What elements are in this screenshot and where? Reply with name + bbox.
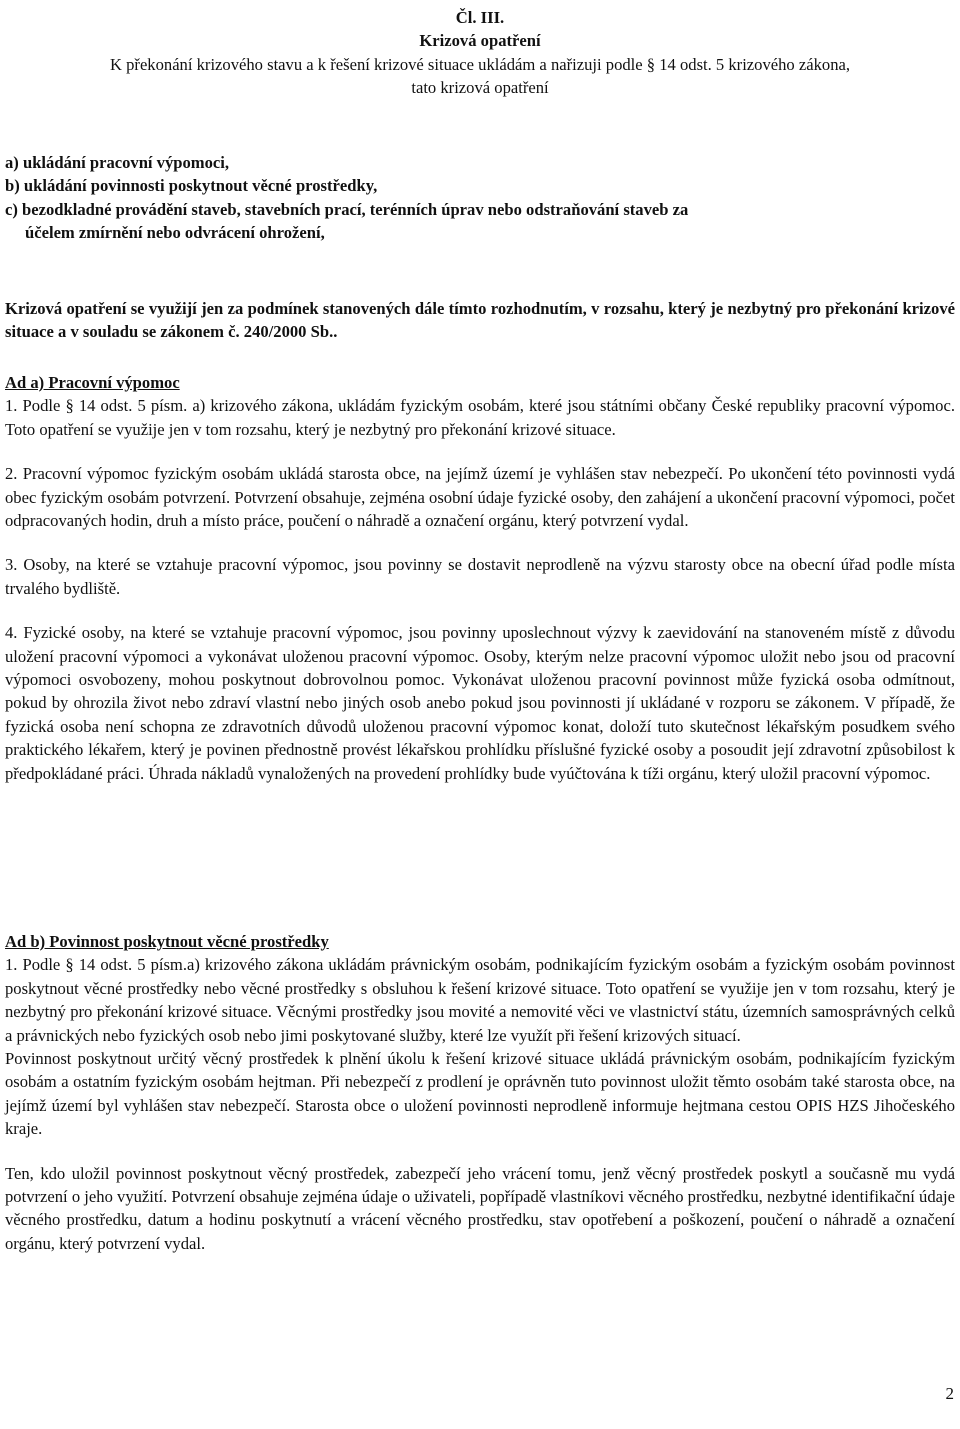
- section-a-paragraph-4: 4. Fyzické osoby, na které se vztahuje pracovní výpomoc, jsou povinny uposlechnout výzvy k zaevidování na stanoveném místě z důvodu uložení pracovní výpomoci a vykonávat uloženou pracovní výpomoc. Osoby, kterým nelze pracovní výpomoc uložit nebo jsou od pracovní výpomoci osvobozeny, mohou poskytnout dobrovolnou pomoc. Vykonávat uloženou pracovní povinnost může fyzická osoba odmítnout, pokud by ohrozila život nebo zdraví vlastní nebo jiných osob anebo pokud jsou povinnosti jí ukládané v rozporu se zákonem. V případě, že fyzická osoba není schopna ze zdravotních důvodů uloženou pracovní výpomoc konat, doloží tuto skutečnost lékařským posudkem svého praktického lékařem, který je povinen přednostně provést lékařskou prohlídku příslušné fyzické osoby a posoudit její zdravotní způsobilost k předpokládané práci. Úhrada nákladů vynaložených na provedení prohlídky bude vyúčtována k tíži orgánu, který uložil pracovní výpomoc.: [5, 623, 955, 783]
- section-b-paragraph-1: 1. Podle § 14 odst. 5 písm.a) krizového zákona ukládám právnickým osobám, podnikajícím fyzickým osobám a fyzickým osobám povinnost poskytnout věcné prostředky nebo věcné prostředky s obsluhou k řešení krizové situace. Toto opatření se využije jen v tom rozsahu, který je nezbytný pro překonání krizové situace. Věcnými prostředky jsou movité a nemovité věci ve vlastnictví státu, územních samosprávných celků a právnických nebo fyzických osob nebo jimi poskytované služby, které lze využít při řešení krizových situací.: [5, 955, 955, 1045]
- section-b-paragraph-3: Ten, kdo uložil povinnost poskytnout věcný prostředek, zabezpečí jeho vrácení tomu, jenž věcný prostředek poskytl a současně mu vydá potvrzení o jeho využití. Potvrzení obsahuje zejména údaje o uživateli, popřípadě vlastníkovi věcného prostředku, nezbytné identifikační údaje věcného prostředku, datum a hodinu poskytnutí a vrácení věcného prostředku, stav opotřebení a poškození, poučení o náhradě a označení orgánu, který potvrzení vydal.: [5, 1163, 955, 1253]
- measures-list: [5, 151, 955, 245]
- intro-paragraph: Krizová opatření se využijí jen za podmínek stanovených dále tímto rozhodnutím, v rozsahu, který je nezbytný pro překonání krizové situace a v souladu se zákonem č. 240/2000 Sb..: [5, 299, 955, 342]
- section-a-paragraph-1: 1. Podle § 14 odst. 5 písm. a) krizového zákona, ukládám fyzickým osobám, které jsou státními občany České republiky pracovní výpomoc. Toto opatření se využije jen v tom rozsahu, který je nezbytný pro překonání krizové situace.: [5, 396, 955, 439]
- section-b: [5, 930, 955, 1255]
- section-b-paragraph-2: Povinnost poskytnout určitý věcný prostředek k plnění úkolu k řešení krizové situace ukládá právnickým osobám, podnikajícím fyzickým osobám a ostatním fyzickým osobám hejtman. Při nebezpečí z prodlení je oprávněn tuto povinnost uložit těmto osobám také starosta obce, na jejímž území byl vyhlášen stav nebezpečí. Starosta obce o uložení povinnosti neprodleně informuje hejtmana cestou OPIS HZS Jihočeského kraje.: [5, 1049, 955, 1139]
- page-number: 2: [945, 1384, 954, 1403]
- measure-c: c) bezodkladné provádění staveb, stavebních prací, terénních úprav nebo odstraňování staveb za: [5, 199, 689, 219]
- article-header: [5, 6, 955, 100]
- measure-a: a) ukládání pracovní výpomoci,: [5, 153, 230, 172]
- article-intro-line1: K překonání krizového stavu a k řešení krizové situace ukládám a nařizuji podle § 14 odst. 5 krizového zákona,: [109, 54, 851, 74]
- section-b-heading: Ad b) Povinnost poskytnout věcné prostředky: [5, 932, 329, 951]
- measure-b: b) ukládání povinnosti poskytnout věcné prostředky,: [5, 176, 378, 196]
- section-a-paragraph-3: 3. Osoby, na které se vztahuje pracovní výpomoc, jsou povinny se dostavit neprodleně na výzvu starosty obce na obecní úřad podle místa trvalého bydliště.: [5, 555, 955, 598]
- article-intro-line2: tato krizová opatření: [411, 78, 549, 98]
- article-number: Čl. III.: [455, 8, 505, 27]
- section-a: [5, 371, 955, 785]
- section-a-paragraph-2: 2. Pracovní výpomoc fyzickým osobám ukládá starosta obce, na jejímž území je vyhlášen stav nebezpečí. Po ukončení této povinnosti vydá obec fyzickým osobám potvrzení. Potvrzení obsahuje, zejména osobní údaje fyzické osoby, den zahájení a ukončení pracovní výpomoci, počet odpracovaných hodin, druh a místo práce, poučení o náhradě a označení orgánu, který potvrzení vydal.: [5, 464, 955, 531]
- section-a-heading: Ad a) Pracovní výpomoc: [5, 373, 180, 392]
- measure-c-continued: účelem zmírnění nebo odvrácení ohrožení,: [25, 223, 325, 243]
- article-title: Krizová opatření: [419, 31, 541, 51]
